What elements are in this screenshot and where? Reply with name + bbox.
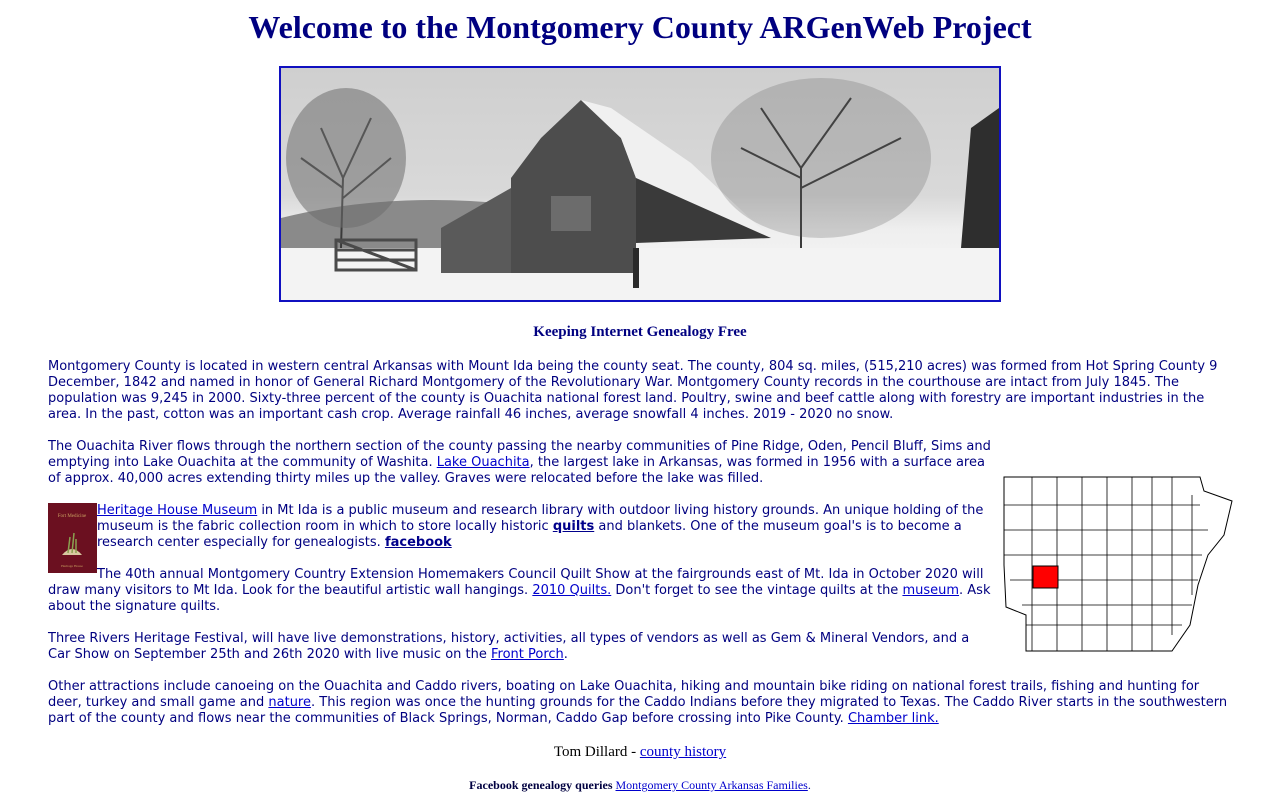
text-span: . — [563, 647, 568, 662]
page-title: Welcome to the Montgomery County ARGenWeb Project — [248, 9, 1032, 45]
county-history-link[interactable]: county history — [639, 744, 727, 760]
lake-ouachita-link[interactable]: Lake Ouachita — [436, 455, 530, 470]
book-cover-icon — [48, 503, 97, 573]
quilts-link[interactable]: quilts — [552, 519, 595, 534]
tagline: Keeping Internet Genealogy Free — [533, 324, 747, 340]
text-span: in Mt Ida is a public museum and research library with outdoor living history grounds. An unique holding of the museum is the fabric collection room in which to store locally historic — [97, 503, 984, 534]
text-span: The 40th annual Montgomery Country Extension Homemakers Council Quilt Show at the fairgrounds east of Mt. Ida in October 2020 will draw many visitors to Mt Ida. Look for the beautiful artistic wall hangings. — [48, 567, 984, 598]
text-span: Don't forget to see the vintage quilts at the — [611, 583, 903, 598]
montgomery-families-link[interactable]: Montgomery County Arkansas Families — [615, 778, 808, 792]
text-span: . Ask about the signature quilts. — [48, 583, 991, 614]
map-icon — [1002, 475, 1234, 653]
museum-link[interactable]: museum — [902, 583, 960, 598]
text-span: Three Rivers Heritage Festival, will have live demonstrations, history, activities, all types of vendors as well as Gem & Mineral Vendors, and a Car Show on September 25th and 26th 2020 with live music on the — [48, 631, 970, 662]
text-span: . This region was once the hunting grounds for the Caddo Indians before they migrated to Texas. The Caddo River starts in the southwestern part of the county and flows near the communities of Black Springs, Norman, Caddo Gap before crossing into Pike County. — [48, 695, 1228, 726]
main-content — [48, 359, 1228, 743]
text-span: The Ouachita River flows through the northern section of the county passing the nearby communities of Pine Ridge, Oden, Pencil Bluff, Sims and emptying into Lake Ouachita at the community of Washita. — [48, 439, 991, 470]
paragraph-county-overview: Montgomery County is located in western central Arkansas with Mount Ida being the county seat. The county, 804 sq. miles, (515,210 acres) was formed from Hot Spring County 9 December, 1842 and named in honor of General Richard Montgomery of the Revolutionary War. Montgomery County records in the courthouse are intact from July 1845. The population was 9,245 in 2000. Sixty-three percent of the county is Ouachita national forest land. Poultry, swine and beef cattle along with forestry are important industries in the area. In the past, cotton was an important cash crop. Average rainfall 46 inches, average snowfall 4 inches. 2019 - 2020 no snow. — [48, 359, 1218, 422]
svg-text:Fort Medicine: Fort Medicine — [57, 514, 87, 519]
text-span: , the largest lake in Arkansas, was formed in 1956 with a surface area of approx. 40,000 acres extending thirty miles up the valley. Graves were relocated before the lake was filled. — [48, 455, 985, 486]
front-porch-link[interactable]: Front Porch — [491, 647, 564, 662]
2010-quilts-link[interactable]: 2010 Quilts. — [532, 583, 612, 598]
footer-queries — [0, 778, 1280, 793]
arkansas-county-map — [1002, 475, 1234, 653]
svg-text:Heritage House: Heritage House — [61, 564, 83, 568]
text-span: Other attractions include canoeing on the Ouachita and Caddo rivers, boating on Lake Ouachita, hiking and mountain bike riding on national forest trails, fishing and hunting for deer, turkey and small game and — [48, 679, 1200, 710]
paragraph-attractions — [48, 679, 1228, 727]
footer-author — [0, 744, 1280, 761]
heritage-house-museum-link[interactable]: Heritage House Museum — [97, 503, 258, 518]
author-text: Tom Dillard - — [553, 744, 640, 760]
queries-label: Facebook genealogy queries — [469, 778, 613, 792]
chamber-link[interactable]: Chamber link. — [847, 711, 939, 726]
facebook-link[interactable]: facebook — [384, 535, 452, 550]
text-span: . — [807, 778, 811, 792]
text-span: and blankets. One of the museum goal's is to become a research center especially for genealogists. — [97, 519, 962, 550]
barn-photo-icon — [281, 68, 999, 300]
nature-link[interactable]: nature — [268, 695, 311, 710]
heritage-book-image — [48, 503, 97, 573]
barn-banner-image — [279, 66, 1001, 302]
